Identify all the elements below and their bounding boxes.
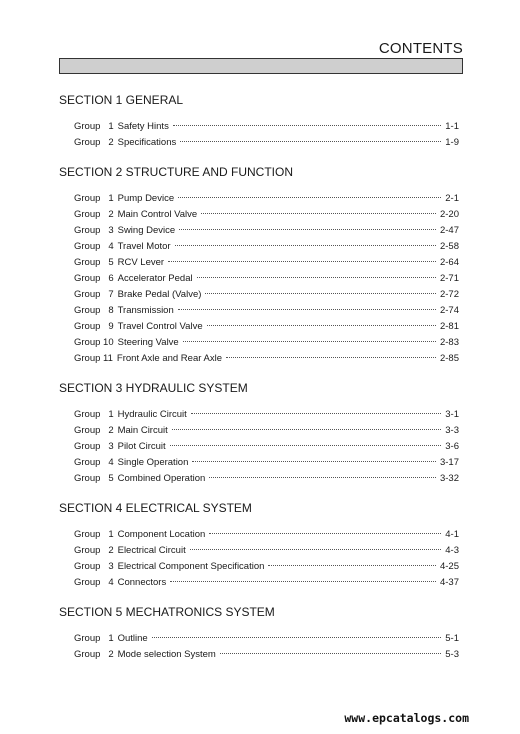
entry-group-label: Group 1	[74, 121, 114, 132]
toc-entry[interactable]	[59, 351, 459, 367]
entry-page-number: 2-58	[439, 241, 459, 252]
watermark: www.epcatalogs.com	[344, 711, 469, 725]
toc-entry[interactable]	[59, 455, 459, 471]
dot-leader	[170, 445, 442, 446]
toc-entry[interactable]	[59, 575, 459, 591]
entry-group-label: Group 11	[74, 353, 113, 364]
entry-title: Safety Hints	[117, 121, 169, 132]
entry-title: Single Operation	[117, 457, 189, 468]
toc-entry[interactable]	[59, 631, 459, 647]
dot-leader	[192, 461, 436, 462]
entry-page-number: 4-37	[439, 577, 459, 588]
entry-title: Connectors	[117, 577, 167, 588]
entry-title: Pilot Circuit	[117, 441, 166, 452]
toc-entry[interactable]	[59, 239, 459, 255]
toc-entry[interactable]	[59, 647, 459, 663]
title-bar	[59, 58, 463, 74]
entry-title: Accelerator Pedal	[117, 273, 193, 284]
toc-entry[interactable]	[59, 271, 459, 287]
entry-title: RCV Lever	[117, 257, 165, 268]
entry-group-label: Group 9	[74, 321, 114, 332]
toc-entry[interactable]	[59, 223, 459, 239]
dot-leader	[226, 357, 436, 358]
dot-leader	[183, 341, 436, 342]
toc-entry[interactable]	[59, 255, 459, 271]
toc-entry[interactable]	[59, 319, 459, 335]
entry-title: Transmission	[117, 305, 174, 316]
toc-entry[interactable]	[59, 191, 459, 207]
entry-title: Electrical Circuit	[117, 545, 186, 556]
entry-group-label: Group 3	[74, 561, 114, 572]
dot-leader	[180, 141, 441, 142]
dot-leader	[179, 229, 436, 230]
entry-page-number: 2-72	[439, 289, 459, 300]
section-heading: SECTION 2 STRUCTURE AND FUNCTION	[59, 165, 294, 179]
toc-section	[59, 380, 459, 487]
entry-title: Travel Motor	[117, 241, 171, 252]
section-heading: SECTION 5 MECHATRONICS SYSTEM	[59, 605, 275, 619]
toc-section	[59, 604, 459, 663]
dot-leader	[209, 533, 441, 534]
entry-title: Outline	[117, 633, 148, 644]
dot-leader	[178, 309, 436, 310]
toc-section	[59, 164, 459, 367]
entry-group-label: Group 2	[74, 137, 114, 148]
dot-leader	[178, 197, 441, 198]
entry-title: Swing Device	[117, 225, 176, 236]
entry-page-number: 4-25	[439, 561, 459, 572]
entry-group-label: Group 4	[74, 241, 114, 252]
entry-page-number: 5-3	[445, 649, 459, 660]
entry-title: Front Axle and Rear Axle	[116, 353, 222, 364]
entry-title: Pump Device	[117, 193, 175, 204]
toc-entry[interactable]	[59, 119, 459, 135]
entry-title: Steering Valve	[117, 337, 179, 348]
toc-section	[59, 92, 459, 151]
entry-page-number: 1-9	[445, 137, 459, 148]
dot-leader	[205, 293, 436, 294]
toc-entry[interactable]	[59, 287, 459, 303]
entry-page-number: 2-81	[439, 321, 459, 332]
entry-page-number: 5-1	[445, 633, 459, 644]
entry-title: Hydraulic Circuit	[117, 409, 187, 420]
entry-page-number: 4-1	[445, 529, 459, 540]
entry-group-label: Group 1	[74, 529, 114, 540]
entry-group-label: Group 10	[74, 337, 114, 348]
dot-leader	[191, 413, 442, 414]
dot-leader	[168, 261, 436, 262]
entry-page-number: 2-85	[439, 353, 459, 364]
toc-entry[interactable]	[59, 135, 459, 151]
toc-entry[interactable]	[59, 335, 459, 351]
entry-group-label: Group 5	[74, 473, 114, 484]
entry-page-number: 2-1	[445, 193, 459, 204]
entry-page-number: 2-47	[439, 225, 459, 236]
entry-title: Electrical Component Specification	[117, 561, 265, 572]
entry-page-number: 3-6	[445, 441, 459, 452]
toc-entry[interactable]	[59, 303, 459, 319]
entry-title: Main Circuit	[117, 425, 168, 436]
dot-leader	[190, 549, 442, 550]
entry-group-label: Group 2	[74, 649, 114, 660]
entry-group-label: Group 2	[74, 209, 114, 220]
entry-title: Mode selection System	[117, 649, 216, 660]
entry-page-number: 3-1	[445, 409, 459, 420]
toc-entry[interactable]	[59, 407, 459, 423]
section-heading: SECTION 3 HYDRAULIC SYSTEM	[59, 381, 248, 395]
dot-leader	[197, 277, 436, 278]
entry-title: Combined Operation	[117, 473, 206, 484]
entry-page-number: 2-64	[439, 257, 459, 268]
page-title: CONTENTS	[378, 40, 463, 57]
entry-title: Component Location	[117, 529, 206, 540]
dot-leader	[173, 125, 441, 126]
section-heading: SECTION 1 GENERAL	[59, 93, 184, 107]
section-heading: SECTION 4 ELECTRICAL SYSTEM	[59, 501, 252, 515]
entry-page-number: 2-71	[439, 273, 459, 284]
toc-section	[59, 500, 459, 591]
toc-entry[interactable]	[59, 423, 459, 439]
dot-leader	[172, 429, 442, 430]
entry-page-number: 3-32	[439, 473, 459, 484]
dot-leader	[220, 653, 441, 654]
dot-leader	[170, 581, 436, 582]
dot-leader	[209, 477, 436, 478]
dot-leader	[201, 213, 436, 214]
entry-group-label: Group 4	[74, 457, 114, 468]
dot-leader	[207, 325, 436, 326]
dot-leader	[152, 637, 442, 638]
entry-group-label: Group 5	[74, 257, 114, 268]
entry-group-label: Group 3	[74, 441, 114, 452]
toc-entry[interactable]	[59, 527, 459, 543]
entry-page-number: 4-3	[445, 545, 459, 556]
entry-group-label: Group 1	[74, 193, 114, 204]
entry-group-label: Group 4	[74, 577, 114, 588]
entry-group-label: Group 8	[74, 305, 114, 316]
entry-page-number: 2-83	[439, 337, 459, 348]
dot-leader	[175, 245, 436, 246]
toc-entry[interactable]	[59, 471, 459, 487]
entry-title: Brake Pedal (Valve)	[117, 289, 202, 300]
entry-title: Specifications	[117, 137, 177, 148]
entry-group-label: Group 7	[74, 289, 114, 300]
toc-entry[interactable]	[59, 543, 459, 559]
entry-page-number: 2-20	[439, 209, 459, 220]
toc-entry[interactable]	[59, 439, 459, 455]
entry-group-label: Group 3	[74, 225, 114, 236]
dot-leader	[268, 565, 436, 566]
entry-group-label: Group 6	[74, 273, 114, 284]
toc-entry[interactable]	[59, 207, 459, 223]
entry-page-number: 3-3	[445, 425, 459, 436]
entry-page-number: 3-17	[439, 457, 459, 468]
entry-title: Main Control Valve	[117, 209, 198, 220]
toc-entry[interactable]	[59, 559, 459, 575]
table-of-contents	[59, 92, 459, 676]
entry-group-label: Group 2	[74, 425, 114, 436]
entry-page-number: 1-1	[445, 121, 459, 132]
entry-group-label: Group 1	[74, 633, 114, 644]
entry-group-label: Group 2	[74, 545, 114, 556]
entry-group-label: Group 1	[74, 409, 114, 420]
entry-title: Travel Control Valve	[117, 321, 203, 332]
entry-page-number: 2-74	[439, 305, 459, 316]
